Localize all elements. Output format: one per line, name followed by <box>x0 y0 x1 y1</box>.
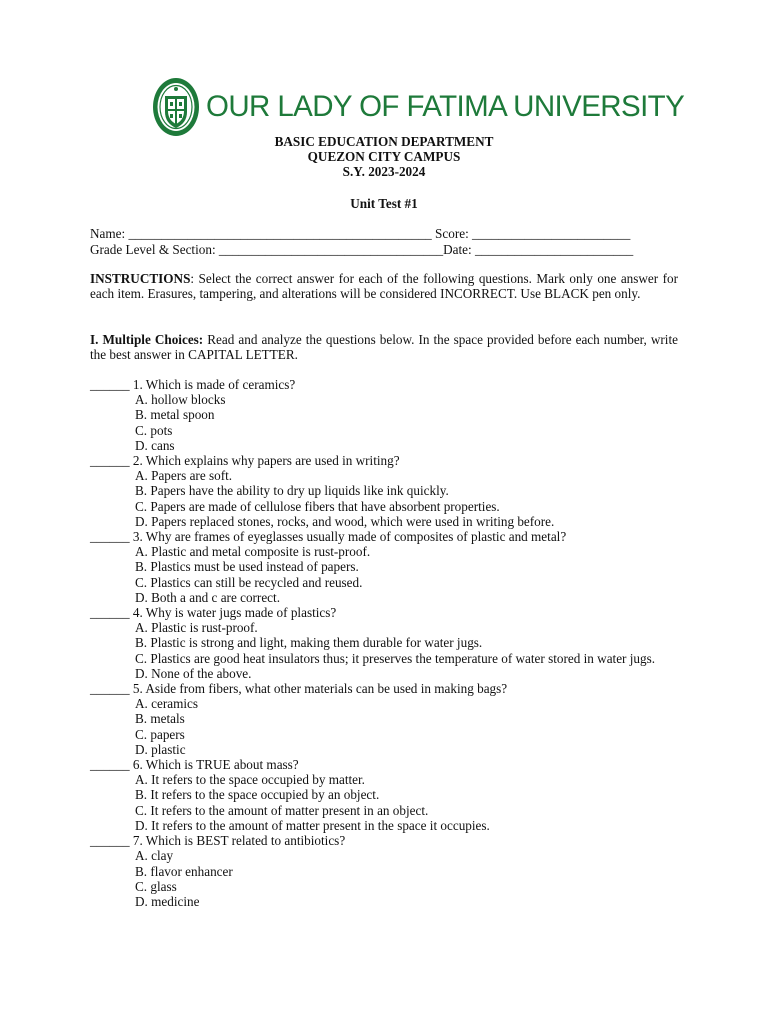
answer-choice: C. glass <box>135 878 177 894</box>
answer-choice: B. metals <box>135 711 185 727</box>
answer-choice: D. Papers replaced stones, rocks, and wood, which were used in writing before. <box>135 513 555 529</box>
answer-choice: D. plastic <box>135 741 186 757</box>
answer-choice: A. Papers are soft. <box>135 468 233 484</box>
question-item <box>90 757 680 833</box>
answer-choice: B. flavor enhancer <box>135 863 233 879</box>
answer-choice: C. Plastics are good heat insulators thus; it preserves the temperature of water stored in water jugs. <box>135 650 656 666</box>
question-stem: ______ 1. Which is made of ceramics? <box>90 377 296 392</box>
answer-choice: C. papers <box>135 726 185 742</box>
grade-date-line: Grade Level & Section: __________________________________Date: ________________________ <box>90 241 634 257</box>
answer-choice: A. Plastic is rust-proof. <box>135 620 258 636</box>
school-year: S.Y. 2023-2024 <box>342 164 426 180</box>
campus-name: QUEZON CITY CAMPUS <box>307 149 461 165</box>
answer-choice: D. medicine <box>135 893 200 909</box>
test-title: Unit Test #1 <box>350 196 418 211</box>
section-label: I. Multiple Choices: <box>90 332 204 347</box>
answer-choice: D. None of the above. <box>135 665 252 681</box>
answer-choice: A. ceramics <box>135 696 198 712</box>
answer-choice: A. Plastic and metal composite is rust-proof. <box>135 544 371 560</box>
answer-choice: D. It refers to the amount of matter present in the space it occupies. <box>135 817 490 833</box>
university-name: OUR LADY OF FATIMA UNIVERSITY <box>206 90 685 123</box>
answer-choice: C. pots <box>135 422 173 438</box>
answer-choice: C. Papers are made of cellulose fibers that have absorbent properties. <box>135 498 500 514</box>
instructions-text: : Select the correct answer for each of the following questions. Mark only one answer for each item. Erasures, tampering, and alterations will be considered INCORRECT. Use BLACK pen only. <box>90 271 678 302</box>
answer-choice: B. It refers to the space occupied by an object. <box>135 787 380 803</box>
question-list <box>90 377 680 909</box>
question-stem: ______ 6. Which is TRUE about mass? <box>90 757 299 773</box>
question-item <box>90 377 680 453</box>
question-stem: ______ 7. Which is BEST related to antibiotics? <box>90 833 346 849</box>
answer-choice: D. cans <box>135 437 175 453</box>
question-item <box>90 605 680 681</box>
name-score-line: Name: ______________________________________________ Score: ________________________ <box>90 226 631 241</box>
letterhead <box>152 76 684 138</box>
answer-choice: B. metal spoon <box>135 407 215 423</box>
question-stem: ______ 2. Which explains why papers are used in writing? <box>90 453 400 469</box>
question-item <box>90 833 680 909</box>
question-item <box>90 529 680 605</box>
answer-choice: B. Plastics must be used instead of papers. <box>135 559 359 575</box>
instructions <box>90 271 678 302</box>
answer-choice: C. Plastics can still be recycled and reused. <box>135 574 363 590</box>
question-item <box>90 681 680 757</box>
answer-choice: B. Papers have the ability to dry up liquids like ink quickly. <box>135 483 449 499</box>
question-stem: ______ 4. Why is water jugs made of plastics? <box>90 605 337 621</box>
answer-choice: A. hollow blocks <box>135 392 226 408</box>
instructions-label: INSTRUCTIONS <box>90 271 191 286</box>
question-item <box>90 453 680 529</box>
answer-choice: A. It refers to the space occupied by matter. <box>135 772 365 788</box>
department-name: BASIC EDUCATION DEPARTMENT <box>274 134 494 149</box>
section-text: Read and analyze the questions below. In the space provided before each number, write the best answer in CAPITAL LETTER. <box>90 332 678 363</box>
section-heading <box>90 332 678 363</box>
question-stem: ______ 5. Aside from fibers, what other materials can be used in making bags? <box>90 681 508 697</box>
answer-choice: C. It refers to the amount of matter present in an object. <box>135 802 429 818</box>
university-seal-icon <box>152 77 200 137</box>
department-block <box>0 134 768 180</box>
answer-choice: B. Plastic is strong and light, making them durable for water jugs. <box>135 635 483 651</box>
question-stem: ______ 3. Why are frames of eyeglasses usually made of composites of plastic and metal? <box>90 529 567 545</box>
answer-choice: D. Both a and c are correct. <box>135 589 280 605</box>
student-info-fields <box>90 226 682 257</box>
answer-choice: A. clay <box>135 848 174 864</box>
